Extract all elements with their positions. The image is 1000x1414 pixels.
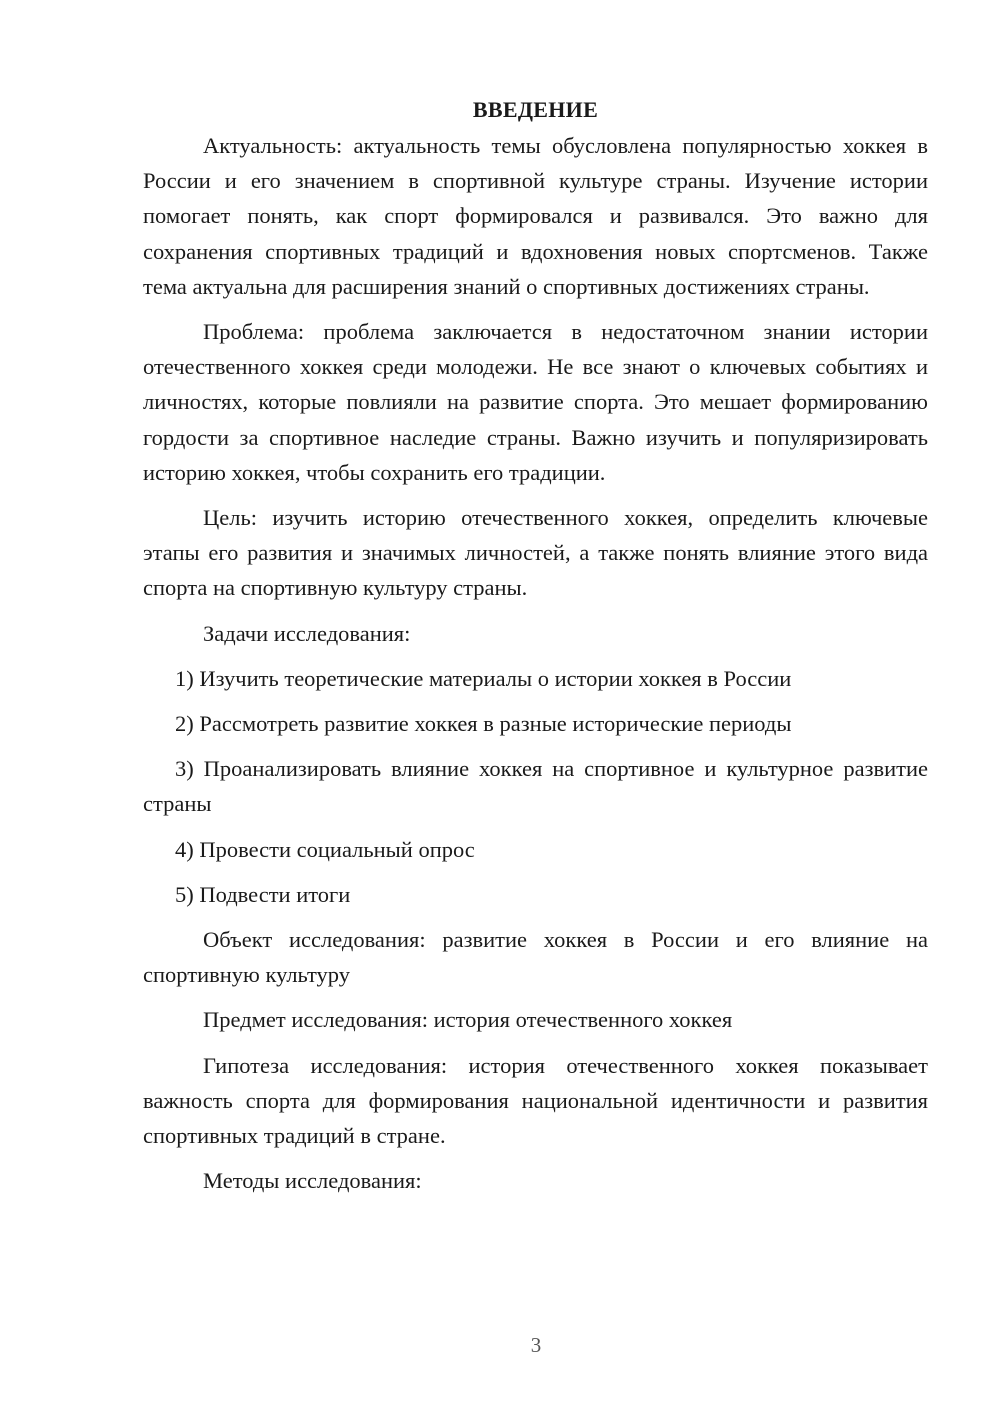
methods-heading: Методы исследования: — [203, 1168, 422, 1194]
paragraph-relevance: Актуальность: актуальность темы обусловлена популярностью хоккея в России и его значением в спортивной культуре страны. Изучение истории помогает понять, как спорт формировался и развивался. Это важно для сохранения спортивных традиций и вдохновения новых спортсменов. Также тема актуальна для расширения знаний о спортивных достижениях страны. — [143, 133, 928, 299]
task-item: 5) Подвести итоги — [175, 881, 351, 907]
tasks-heading: Задачи исследования: — [203, 620, 411, 646]
paragraph-goal: Цель: изучить историю отечественного хоккея, определить ключевые этапы его развития и значимых личностей, а также понять влияние этого вида спорта на спортивную культуру страны. — [143, 505, 928, 601]
paragraph-hypothesis: Гипотеза исследования: история отечественного хоккея показывает важность спорта для формирования национальной идентичности и развития спортивных традиций в стране. — [143, 1052, 928, 1149]
paragraph-subject: Предмет исследования: история отечественного хоккея — [203, 1007, 733, 1033]
task-item: 3) Проанализировать влияние хоккея на спортивное и культурное развитие страны — [143, 756, 928, 817]
task-item: 1) Изучить теоретические материалы о истории хоккея в России — [175, 665, 792, 691]
page-number: 3 — [530, 1333, 542, 1357]
task-item: 4) Провести социальный опрос — [175, 836, 475, 862]
section-title: ВВЕДЕНИЕ — [472, 97, 599, 122]
document-page — [143, 92, 928, 1208]
paragraph-object: Объект исследования: развитие хоккея в России и его влияние на спортивную культуру — [143, 927, 928, 988]
task-item: 2) Рассмотреть развитие хоккея в разные исторические периоды — [175, 711, 792, 737]
paragraph-problem: Проблема: проблема заключается в недостаточном знании истории отечественного хоккея среди молодежи. Не все знают о ключевых событиях и личностях, которые повлияли на развитие спорта. Это мешает формированию гордости за спортивное наследие страны. Важно изучить и популяризировать историю хоккея, чтобы сохранить его традиции. — [143, 319, 928, 485]
